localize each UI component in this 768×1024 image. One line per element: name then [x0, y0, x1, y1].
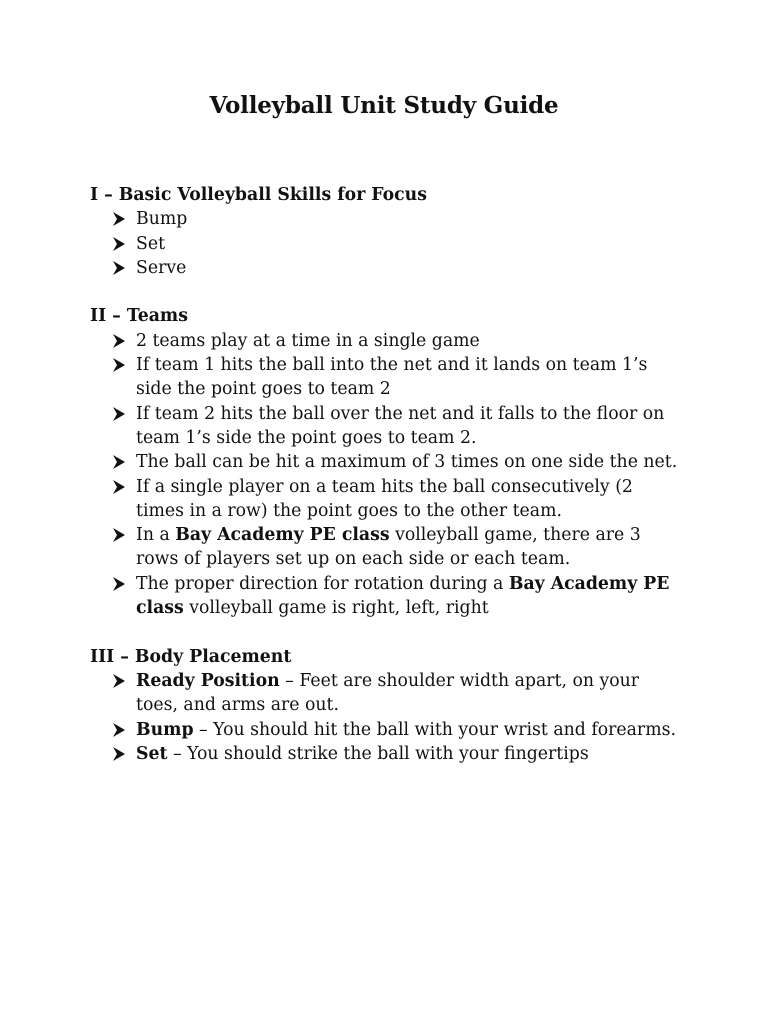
item-text: The ball can be hit a maximum of 3 times on one side the net.	[136, 452, 678, 473]
section-1	[90, 183, 680, 280]
list-item	[90, 402, 680, 451]
section-heading: III – Body Placement	[90, 646, 292, 667]
list-item	[90, 232, 680, 256]
arrow-bullet-icon	[112, 329, 128, 353]
item-text: If team 1 hits the ball into the net and it lands on team 1’s side the point goes to team 2	[136, 355, 648, 400]
list-item	[90, 742, 680, 766]
item-text: volleyball game, there are 3 rows of players set up on each side or each team.	[136, 525, 641, 570]
item-text: If team 2 hits the ball over the net and it falls to the floor on team 1’s side the point goes to team 2.	[136, 403, 665, 448]
list-item	[90, 523, 680, 572]
bold-term: Bay Academy PE class	[136, 573, 670, 619]
bold-term: Ready Position	[136, 670, 280, 691]
arrow-bullet-icon	[112, 450, 128, 474]
list-item	[90, 329, 680, 353]
list-item	[90, 256, 680, 280]
section-2	[90, 304, 680, 620]
arrow-bullet-icon	[112, 742, 128, 766]
item-text: 2 teams play at a time in a single game	[136, 330, 480, 351]
arrow-bullet-icon	[112, 475, 128, 499]
list-item	[90, 475, 680, 524]
item-text: If a single player on a team hits the ball consecutively (2 times in a row) the point goes to the other team.	[136, 476, 633, 521]
list-item	[90, 718, 680, 742]
arrow-bullet-icon	[112, 669, 128, 693]
item-text: Serve	[136, 257, 187, 278]
item-text: The proper direction for rotation during a	[136, 573, 509, 594]
item-text: – You should hit the ball with your wrist and forearms.	[193, 719, 676, 740]
item-text: – Feet are shoulder width apart, on your toes, and arms are out.	[136, 670, 640, 716]
arrow-bullet-icon	[112, 402, 128, 426]
bold-term: Bump	[136, 719, 194, 740]
bullet-list	[90, 669, 680, 766]
list-item	[90, 450, 680, 474]
arrow-bullet-icon	[112, 232, 128, 256]
bullet-list	[90, 329, 680, 621]
document-title: Volleyball Unit Study Guide	[209, 92, 559, 119]
arrow-bullet-icon	[112, 523, 128, 547]
list-item	[90, 572, 680, 621]
arrow-bullet-icon	[112, 256, 128, 280]
item-text: In a	[136, 525, 176, 546]
arrow-bullet-icon	[112, 572, 128, 596]
bold-term: Bay Academy PE class	[175, 525, 390, 546]
item-text: Set	[136, 233, 166, 254]
list-item	[90, 353, 680, 402]
arrow-bullet-icon	[112, 207, 128, 231]
item-text: volleyball game is right, left, right	[183, 598, 489, 619]
item-text: – You should strike the ball with your fingertips	[167, 743, 589, 764]
bullet-list	[90, 207, 680, 280]
list-item	[90, 669, 680, 718]
arrow-bullet-icon	[112, 718, 128, 742]
section-3	[90, 645, 680, 766]
list-item	[90, 207, 680, 231]
section-heading: II – Teams	[90, 306, 188, 327]
document-body	[90, 183, 680, 790]
arrow-bullet-icon	[112, 353, 128, 377]
section-heading: I – Basic Volleyball Skills for Focus	[90, 185, 427, 205]
item-text: Bump	[136, 209, 188, 230]
bold-term: Set	[136, 743, 168, 764]
